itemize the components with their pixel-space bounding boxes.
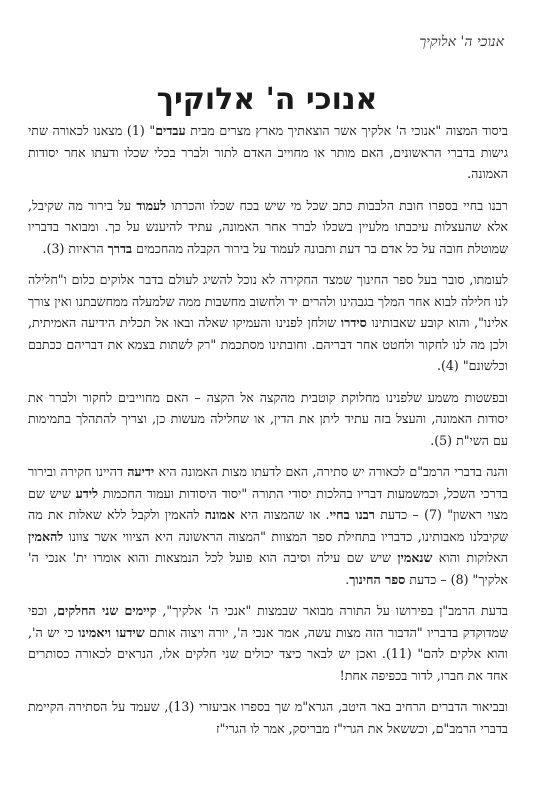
paragraph <box>28 269 508 377</box>
bold-run: אמונה <box>204 507 235 522</box>
text-run: , וכפי שמדוקדק בדבריו "הדבור הזה מצות עשה, אמר אנכי ה', יורה ויצוה אותם <box>28 603 508 640</box>
paragraph <box>28 387 508 452</box>
bold-run: לעמוד <box>136 197 167 213</box>
text-run: ביסוד המצוה "אנוכי ה' אלקיך אשר הוצאתיך מארץ מצרים מבית <box>185 123 508 138</box>
bold-run: עבדים <box>155 123 186 138</box>
text-run: . או שהמצוה היא <box>234 507 330 522</box>
bold-run: רבנו בחיי <box>329 507 375 522</box>
paragraph <box>28 120 508 185</box>
text-run: על בירור מה שקיבל, אלא שהעצלות עיכבתו מלעיין בשכלו לברר אחר האמונה, עתיד להיענש על כך. ומבואר בדבריו שמוטלת חובה על כל אדם בר דעת ותבונה לעמוד על בירור הקבלה מהחכמים <box>28 197 508 256</box>
bold-run: ידיעה <box>127 464 155 479</box>
text-run: לעומתו, סובר בעל ספר החינוך שמצד החקירה לא נוכל להשיג לעולם בדבר אלוקים כלום ו"חלילה לנו חלילה לבוא אחר המלך בגבהינו ולהרים יד ולחשוב מחשבות ממה שלמעלה ממחשבתנו ואין צורך אלינו", והוא קובע שאבותינו <box>28 272 508 330</box>
text-run: והנה בדברי הרמב"ם לכאורה יש סתירה, האם לדעתו מצות האמונה היא <box>154 464 508 479</box>
bold-run: לידע <box>75 485 98 501</box>
paragraph <box>28 696 508 739</box>
text-run: " (1) מצאנו לכאורה שתי גישות בדברי הראשונים, האם מותר או מחוייב האדם לתור ולברר בכלי שכלו ודעתו אחר יסודות האמונה. <box>28 123 508 181</box>
bold-run: להאמין <box>28 528 64 544</box>
bold-run: ספר החינוך <box>349 571 406 587</box>
text-run: דהיינו חקירה ובירור בדרכי השכל, וכמשמעות דבריו בהלכות יסודי התורה "יסוד היסודות ועמוד החכמות <box>28 464 508 501</box>
text-run: . <box>345 571 350 587</box>
text-run: בדעת הרמב"ן בפירושו על התורה מבואר שבמצות "אנכי ה' אלקיך", <box>156 603 508 618</box>
body-text <box>28 120 508 749</box>
paragraph <box>28 461 508 590</box>
text-run: להאמין ולקבל ללא שאלות את מה שקיבלנו מאבותינו, כדבריו בתחילת ספר המצוות "המצוה הראשונה היא הציווי אשר צוונו <box>28 507 508 544</box>
bold-run: קיימים שני החלקים <box>57 603 157 618</box>
text-run: רבנו בחיי בספרו חובת הלבבות כתב שכל מי שיש בכח שכלו והכרתו <box>166 197 508 213</box>
text-run: האלוקות והוא <box>432 550 508 565</box>
paragraph <box>28 600 508 686</box>
bold-run: בדרך <box>107 240 133 256</box>
text-run: שיש שם עילה וסיבה הוא פועל לכל הנמצאות והוא אומרו ית' אנכי ה' אלקיך" (8) – כדעת <box>28 550 508 587</box>
paragraph <box>28 195 508 260</box>
bold-run: שנאמין <box>397 550 433 565</box>
bold-run: שידעו ויאמינו <box>78 624 145 640</box>
page-title: אנוכי ה' אלוקיך <box>156 82 378 117</box>
text-run: ובפשטות משמע שלפנינו מחלוקת קוטבית מהקצה אל הקצה – האם מחוייבים לחקור ולברר את יסודות האמונה, והעצל בזה עתיד ליתן את הדין, או שחלילה מעשות כן, וצריך להתהלך בתמימות עם השי"ת (5). <box>28 389 508 448</box>
text-run: הראיות (3). <box>42 240 108 256</box>
text-run: ובביאור הדברים הרחיב באר היטב, הגרא"מ שך בספרו אביעזרי (13), שעמד על הסתירה הקיימת בדברי הרמב"ם, וכששאל את הגרי"ז מבריסק, אמר לו הגרי"ז <box>28 699 508 736</box>
running-head: אנוכי ה' אלוקיך <box>419 34 504 50</box>
text-run: שולחן לפנינו והעמיקו שאלה ובאו אל תכלית הידיעה האמיתית, ולכן מה לנו לחקור ולחטט אחר דבריהם. וחובתינו מסתכמת "רק לשתות בצמא את דבריהם ככתבם וכלשונם" (4). <box>28 315 508 373</box>
bold-run: סידרו <box>340 315 367 330</box>
text-run: שיש שם מצוי ראשון" (7) – כדעת <box>28 485 508 522</box>
text-run: כי יש ה', והוא אלקים להם" (11). ואכן יש לבאר כיצד יכולים שני חלקים אלו, הנראים לכאורה כסותרים אחד את חברו, לדור בכפיפה אחת! <box>28 624 508 683</box>
